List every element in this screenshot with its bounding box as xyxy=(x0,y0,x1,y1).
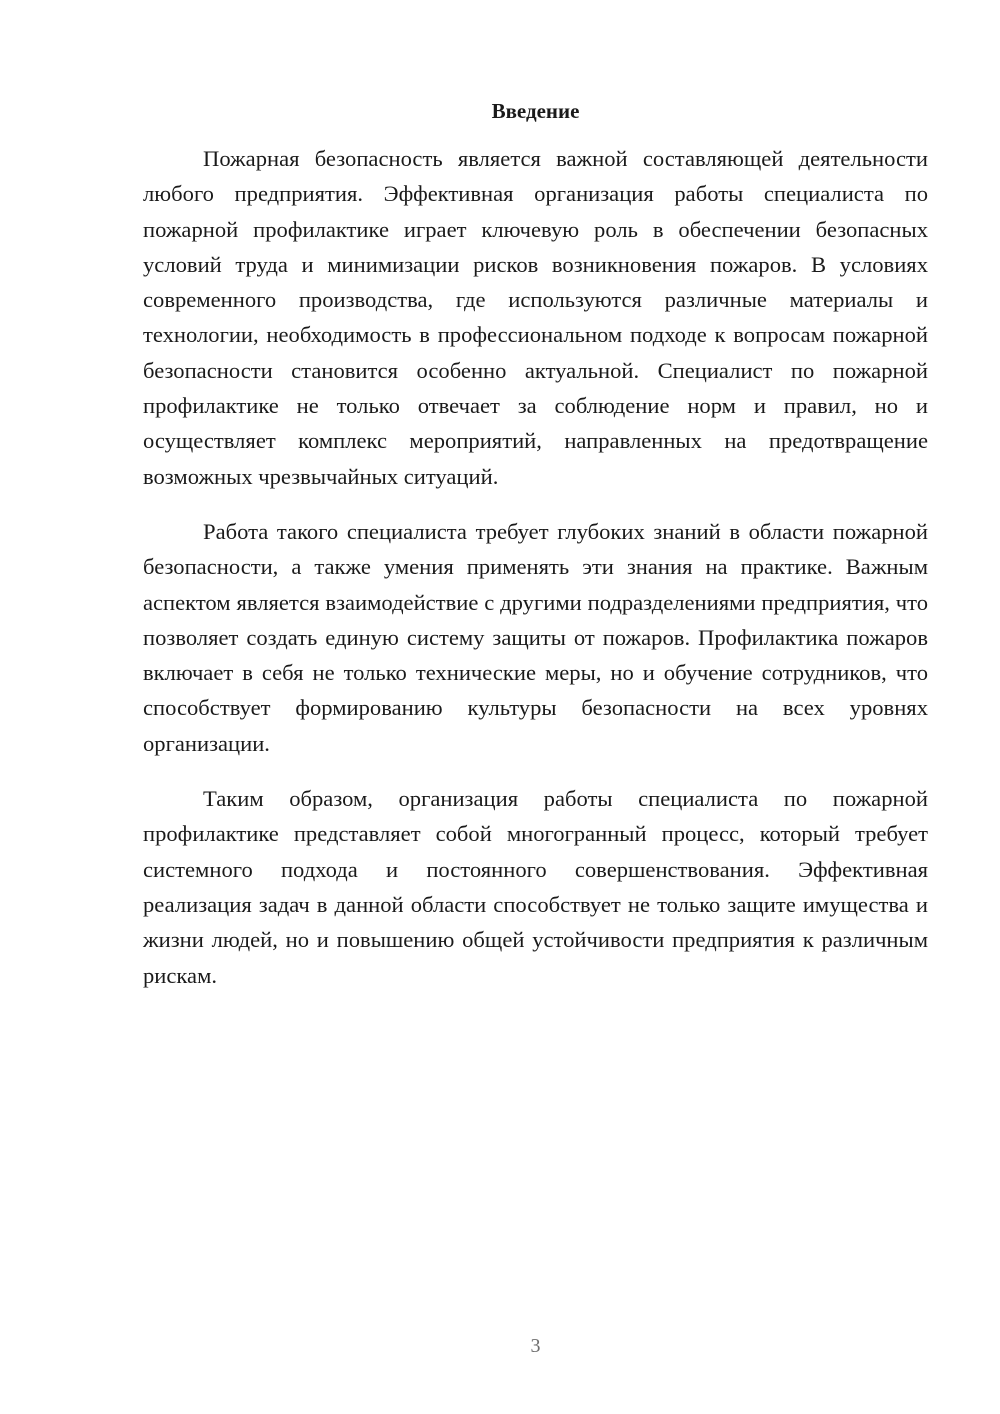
paragraph-2: Работа такого специалиста требует глубоких знаний в области пожарной безопасности, а также умения применять эти знания на практике. Важным аспектом является взаимодействие с другими подразделениями предприятия, что позволяет создать единую систему защиты от пожаров. Профилактика пожаров включает в себя не только технические меры, но и обучение сотрудников, что способствует формированию культуры безопасности на всех уровнях организации. xyxy=(143,518,928,756)
body-text xyxy=(143,141,928,993)
page-number: 3 xyxy=(530,1335,541,1357)
section-heading: Введение xyxy=(491,99,580,123)
paragraph-3: Таким образом, организация работы специалиста по пожарной профилактике представляет собой многогранный процесс, который требует системного подхода и постоянного совершенствования. Эффективная реализация задач в данной области способствует не только защите имущества и жизни людей, но и повышению общей устойчивости предприятия к различным рискам. xyxy=(143,786,928,988)
paragraph-1: Пожарная безопасность является важной составляющей деятельности любого предприятия. Эффективная организация работы специалиста по пожарной профилактике играет ключевую роль в обеспечении безопасных условий труда и минимизации рисков возникновения пожаров. В условиях современного производства, где используются различные материалы и технологии, необходимость в профессиональном подходе к вопросам пожарной безопасности становится особенно актуальной. Специалист по пожарной профилактике не только отвечает за соблюдение норм и правил, но и осуществляет комплекс мероприятий, направленных на предотвращение возможных чрезвычайных ситуаций. xyxy=(143,146,928,489)
